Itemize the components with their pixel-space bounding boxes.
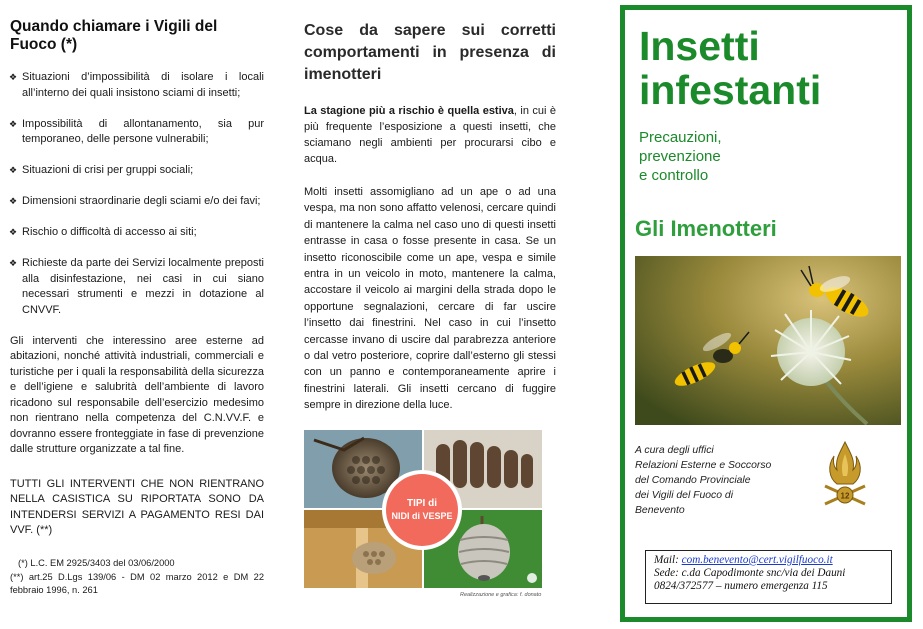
left-panel xyxy=(10,18,264,596)
graphic-credit: Realizzazione e grafica: f. donato xyxy=(460,592,542,598)
diamond-bullet-icon: ❖ xyxy=(9,196,18,206)
exclusions-paragraph: Gli interventi che interessino aree esterne ad abitazioni, nonché attività industriali, commerciali e turistiche per i quali la responsabilità della sicurezza e dell’igiene e salubrità dell’ambiente di lavoro ricadono sul responsabile dell’esercizio medesimo non rientrano nella competenza del C.N.VV.F. e dovranno essere fronteggiate in fase di prevenzione dalle strutture organizzate a tal fine. xyxy=(10,334,264,455)
cover-title-line: infestanti xyxy=(639,67,822,113)
list-item-text: Situazioni d’impossibilità di isolare i locali all’interno dei quali insistono sciami di insetti; xyxy=(22,71,264,99)
credits-line: dei Vigili del Fuoco di xyxy=(635,490,734,501)
paid-services-notice: TUTTI GLI INTERVENTI CHE NON RIENTRANO NELLA CASISTICA SU RIPORTATA SONO DA INTENDERSI SERVIZI A PAGAMENTO RESI DAI VVF. (**) xyxy=(10,477,264,536)
list-item-text: Impossibilità di allontanamento, sia pur temporaneo, delle persone vulnerabili; xyxy=(22,117,264,145)
credits xyxy=(635,443,795,518)
diamond-bullet-icon: ❖ xyxy=(9,118,18,129)
list-item xyxy=(10,117,264,148)
diamond-bullet-icon: ❖ xyxy=(9,227,18,237)
wasp-nest-collage xyxy=(304,430,542,588)
footnote: (**) art.25 D.Lgs 139/06 - DM 02 marzo 2012 e DM 22 febbraio 1996, n. 261 xyxy=(10,572,264,595)
footnotes xyxy=(10,557,264,597)
section-title: Gli Imenotteri xyxy=(635,216,777,241)
diamond-bullet-icon: ❖ xyxy=(9,258,18,268)
left-title: Quando chiamare i Vigili del Fuoco (*) xyxy=(10,18,218,53)
season-paragraph xyxy=(304,103,556,167)
badge-line-1: TIPI di xyxy=(407,498,437,509)
diamond-bullet-icon: ❖ xyxy=(9,72,18,82)
criteria-list xyxy=(10,70,264,318)
list-item xyxy=(10,70,264,101)
list-item xyxy=(10,225,264,241)
cover-subtitle xyxy=(639,128,789,185)
list-item-text: Situazioni di crisi per gruppi sociali; xyxy=(22,164,194,176)
subtitle-line: e controllo xyxy=(639,167,709,184)
contact-mail-line xyxy=(654,554,883,567)
middle-panel xyxy=(304,20,556,414)
contact-phone: 0824/372577 – numero emergenza 115 xyxy=(654,580,828,593)
nest-types-badge xyxy=(382,470,462,550)
season-highlight: La stagione più a rischio è quella estiva xyxy=(304,105,514,117)
credits-line: del Comando Provinciale xyxy=(635,475,751,486)
list-item-text: Rischio o difficoltà di accesso ai siti; xyxy=(22,226,197,238)
credits-line: Benevento xyxy=(635,505,685,516)
list-item-text: Dimensioni straordinarie degli sciami e/o dei favi; xyxy=(22,195,261,207)
contact-address: Sede: c.da Capodimonte snc/via dei Dauni xyxy=(654,567,846,580)
footnote: (*) L.C. EM 2925/3403 del 03/06/2000 xyxy=(18,557,175,568)
season-text: , in cui è più frequente l’esposizione a questi insetti, che sciamano negli ambienti per procurarsi cibo e acqua. xyxy=(304,105,557,165)
list-item xyxy=(10,194,264,210)
list-item-text: Richieste da parte dei Servizi localmente preposti alla disinfestazione, nei casi in cui siano necessari strumenti e mezzi in dotazione al CNVVF. xyxy=(22,257,264,316)
cover-panel xyxy=(620,5,912,622)
contact-box xyxy=(645,550,892,604)
badge-line-2: NIDI di VESPE xyxy=(391,511,453,521)
mail-label: Mail: xyxy=(654,554,679,566)
diamond-bullet-icon: ❖ xyxy=(9,165,18,175)
subtitle-line: Precauzioni, xyxy=(639,129,722,146)
cover-title-line: Insetti xyxy=(639,23,760,69)
advice-paragraph: Molti insetti assomigliano ad un ape o ad una vespa, ma non sono affatto velenosi, cercare quindi di mantenere la calma nel caso uno di questi insetti entrasse in casa o fosse presente in casa. Se un insetto riconoscibile come un ape, vespa e simile entra in un veicolo in moto, mantenere la calma, accostare il veicolo ai margini della strada dopo le opportune segnalazioni, cercare di far uscire l’insetto dai finestrini. Nel caso in cui l’insetto cercasse invano di uscire dal parabrezza anteriore o dal vetro posteriore, coprire dall’esterno gli stessi con un panno e contemporaneamente aprire i finestrini laterali. Gli insetti cercano di fuggire sempre in direzione della luce. xyxy=(304,186,556,412)
firefighters-emblem-icon xyxy=(821,440,869,512)
wasps-photo xyxy=(635,256,901,425)
email-link[interactable]: com.benevento@cert.vigilfuoco.it xyxy=(681,554,833,566)
list-item xyxy=(10,163,264,179)
subtitle-line: prevenzione xyxy=(639,148,721,165)
behaviour-heading: Cose da sapere sui corretti comportamenti in presenza di imenotteri xyxy=(304,22,556,83)
emblem-number: 12 xyxy=(840,491,850,501)
list-item xyxy=(10,256,264,318)
credits-line: A cura degli uffici xyxy=(635,445,714,456)
credits-line: Relazioni Esterne e Soccorso xyxy=(635,460,772,471)
cover-title xyxy=(639,24,821,112)
